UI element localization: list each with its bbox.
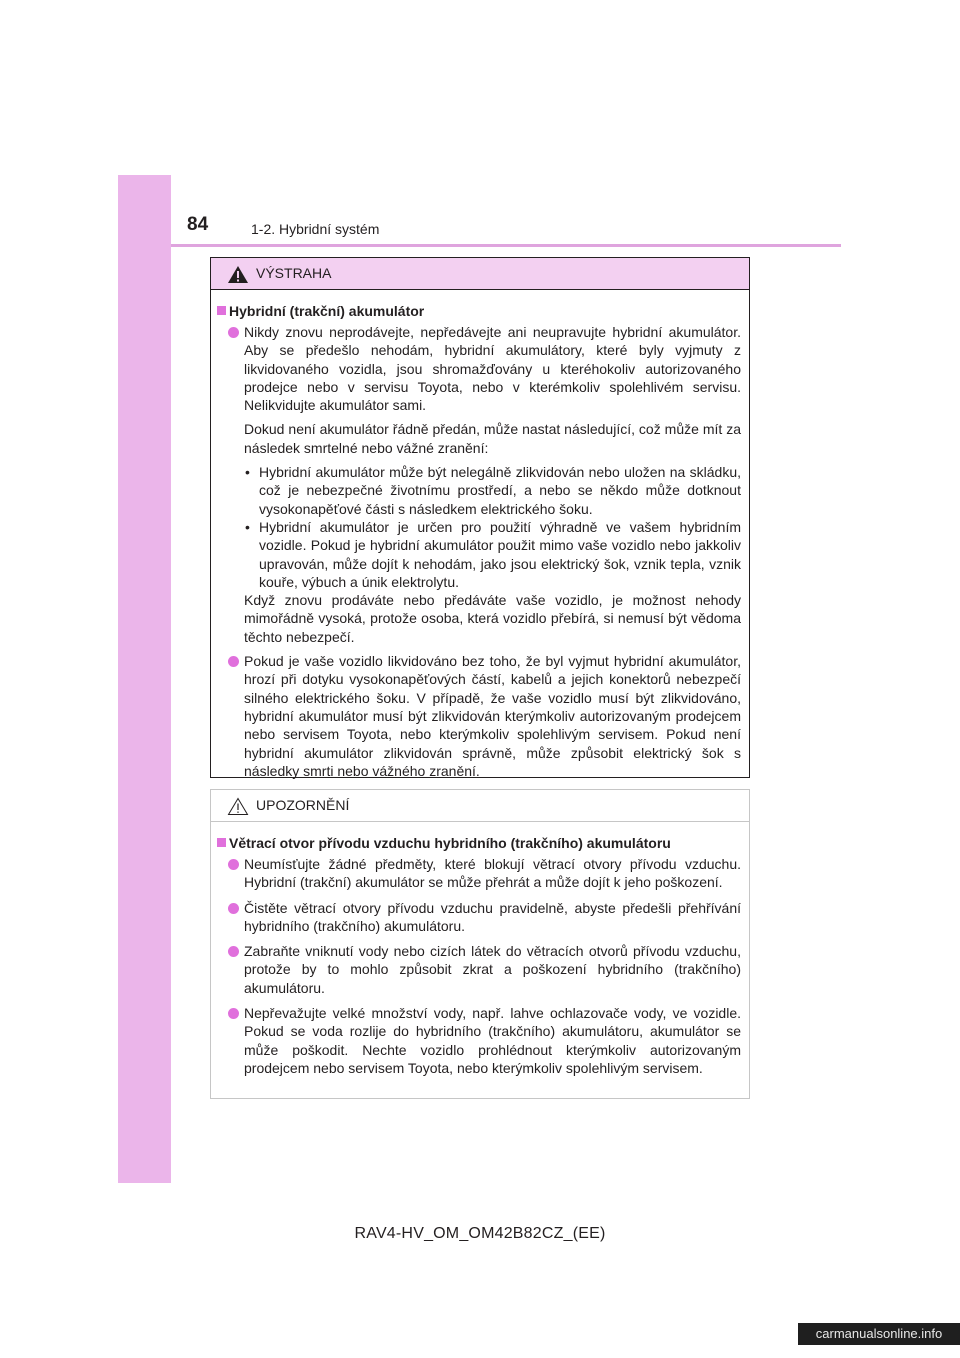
warning-heading-text: Hybridní (trakční) akumulátor — [229, 303, 425, 319]
caution-triangle-icon — [227, 797, 249, 816]
round-bullet-icon — [228, 946, 239, 957]
warning-body — [211, 290, 749, 780]
warning-item-1-para2: Dokud není akumulátor řádně předán, může nastat následující, což může mít za následek smrtelné nebo vážné zranění: — [244, 421, 741, 456]
warning-box — [210, 257, 750, 778]
caution-box-header — [211, 790, 749, 822]
caution-item-2-text: Čistěte větrací otvory přívodu vzduchu pravidelně, abyste předešli přehřívání hybridního (trakčního) akumulátoru. — [244, 899, 741, 934]
round-bullet-icon — [228, 327, 239, 338]
caution-heading — [215, 833, 741, 853]
warning-title: VÝSTRAHA — [256, 265, 332, 281]
page-number: 84 — [187, 214, 209, 235]
round-bullet-icon — [228, 903, 239, 914]
round-bullet-icon — [228, 859, 239, 870]
watermark-link[interactable]: carmanualsonline.info — [798, 1323, 960, 1345]
square-bullet-icon — [217, 306, 226, 315]
warning-item-2-text: Pokud je vaše vozidlo likvidováno bez toho, že byl vyjmut hybridní akumulátor, hrozí při dotyku vysokonapěťových částí, kabelů a jejich konektorů nebezpečí silného elektrického šoku. V případě, že vaše vozidlo musí být zlikvidováno, hybridní akumulátor musí být zlikvidován kterýmkoliv autorizovaným prodejcem nebo servisem Toyota, nebo kterýmkoliv spolehlivým servisem. Pokud není hybridní akumulátor zlikvidován správně, může způsobit elektrický šok s následky smrti nebo vážného zranění. — [244, 653, 741, 779]
round-bullet-icon — [228, 1008, 239, 1019]
warning-item-1 — [215, 323, 741, 414]
caution-title: UPOZORNĚNÍ — [256, 797, 350, 813]
caution-heading-text: Větrací otvor přívodu vzduchu hybridního (trakčního) akumulátoru — [229, 835, 671, 851]
caution-item-4 — [215, 1004, 741, 1077]
warning-sub-bullet-1-text: Hybridní akumulátor může být nelegálně zlikvidován nebo uložen na skládku, což je nebezpečné životnímu prostředí, a nebo se někdo může dotknout vysokonapěťové části s následkem elektrického šoku. — [259, 464, 741, 517]
warning-sub-bullet-2-text: Hybridní akumulátor je určen pro použití výhradně ve vašem hybridním vozidle. Pokud je hybridní akumulátor použit mimo vaše vozidlo nebo jakkoliv upravován, může dojít k nehodám, jako jsou elektrický šok, vznik tepla, vznik kouře, výbuch a únik elektrolytu. — [259, 518, 741, 590]
caution-item-4-text: Nepřevažujte velké množství vody, např. lahve ochlazovače vody, ve vozidle. Pokud se voda rozlije do hybridního (trakčního) akumulátoru, akumulátor se může poškodit. Nechte vozidlo prohlédnout kterýmkoliv autorizovaným prodejcem nebo servisem Toyota, nebo kterýmkoliv spolehlivým servisem. — [244, 1005, 741, 1076]
warning-heading — [215, 301, 741, 321]
side-color-band — [118, 175, 171, 1183]
warning-box-header — [211, 258, 749, 290]
warning-item-1-para3: Když znovu prodáváte nebo předáváte vaše vozidlo, je možnost nehody mimořádně vysoká, protože osoba, která vozidlo přebírá, si nemusí být vědoma těchto nebezpečí. — [244, 592, 741, 645]
warning-sub-bullet-2 — [215, 518, 741, 591]
caution-item-3-text: Zabraňte vniknutí vody nebo cizích látek do větracích otvorů přívodu vzduchu, protože by to mohlo způsobit zkrat a poškození hybridního (trakčního) akumulátoru. — [244, 943, 741, 996]
caution-item-1 — [215, 855, 741, 892]
warning-sub-bullet-1 — [215, 463, 741, 518]
caution-item-2 — [215, 899, 741, 936]
footer-document-code: RAV4-HV_OM_OM42B82CZ_(EE) — [354, 1225, 606, 1242]
section-title: 1-2. Hybridní systém — [251, 221, 380, 237]
round-bullet-icon — [228, 656, 239, 667]
caution-box — [210, 789, 750, 1099]
dot-bullet-icon: • — [245, 518, 250, 535]
dot-bullet-icon: • — [245, 464, 250, 481]
warning-item-2 — [215, 652, 741, 780]
header-rule — [171, 244, 841, 247]
warning-item-1-text: Nikdy znovu neprodávejte, nepředávejte ani neupravujte hybridní akumulátor. Aby se předešlo nehodám, hybridní akumulátory, které byly vyjmuty z likvidovaného vozidla, jsou shromažďovány u kteréhokoliv autorizovaného prodejce nebo v servisu Toyota, nebo v kterémkoliv spolehlivém servisu. Nelikvidujte akumulátor sami. — [244, 324, 741, 414]
warning-triangle-icon — [227, 265, 249, 284]
caution-item-1-text: Neumísťujte žádné předměty, které blokují větrací otvory přívodu vzduchu. Hybridní (trakční) akumulátor se může přehrát a může dojít k jeho poškození. — [244, 856, 741, 891]
caution-body — [211, 822, 749, 1077]
caution-item-3 — [215, 942, 741, 997]
square-bullet-icon — [217, 838, 226, 847]
